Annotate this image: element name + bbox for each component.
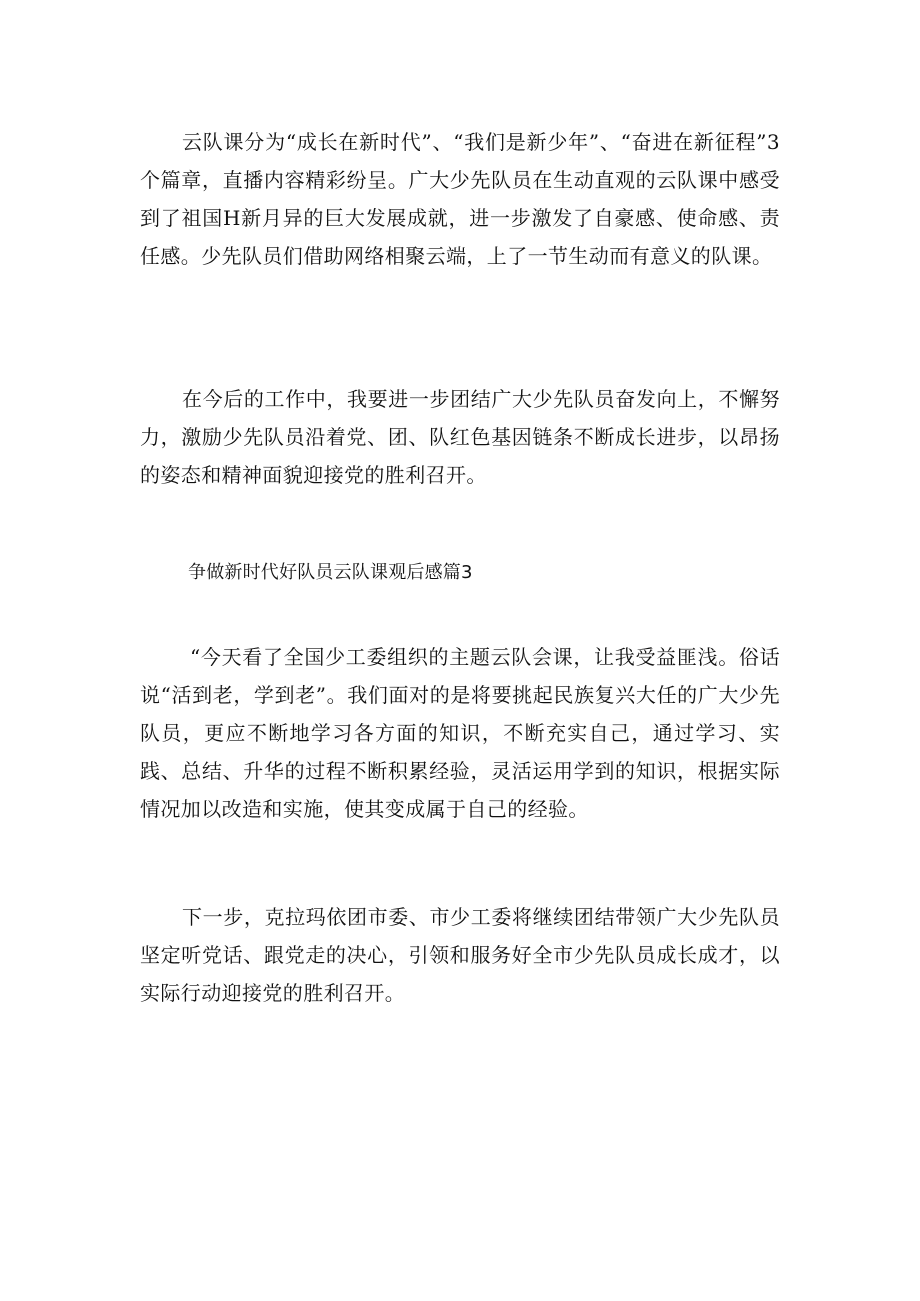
body-paragraph: “今天看了全国少工委组织的主题云队会课，让我受益匪浅。俗话说“活到老，学到老”。我们面对的是将要挑起民族复兴大任的广大少先队员，更应不断地学习各方面的知识，不断充实自己，通过学习、实践、总结、升华的过程不断积累经验，灵活运用学到的知识，根据实际情况加以改造和实施，使其变成属于自己的经验。 bbox=[140, 645, 780, 821]
body-paragraph: 在今后的工作中，我要进一步团结广大少先队员奋发向上，不懈努力，激励少先队员沿着党、团、队红色基因链条不断成长进步，以昂扬的姿态和精神面貌迎接党的胜利召开。 bbox=[140, 387, 780, 487]
body-paragraph: 下一步，克拉玛依团市委、市少工委将继续团结带领广大少先队员坚定听党话、跟党走的决心，引领和服务好全市少先队员成长成才，以实际行动迎接党的胜利召开。 bbox=[140, 905, 780, 1005]
section-heading: 争做新时代好队员云队课观后感篇3 bbox=[188, 562, 473, 583]
body-paragraph: 云队课分为“成长在新时代”、“我们是新少年”、“奋进在新征程”3个篇章，直播内容精彩纷呈。广大少先队员在生动直观的云队课中感受到了祖国H新月异的巨大发展成就，进一步激发了自豪感、使命感、责任感。少先队员们借助网络相聚云端，上了一节生动而有意义的队课。 bbox=[140, 130, 780, 268]
